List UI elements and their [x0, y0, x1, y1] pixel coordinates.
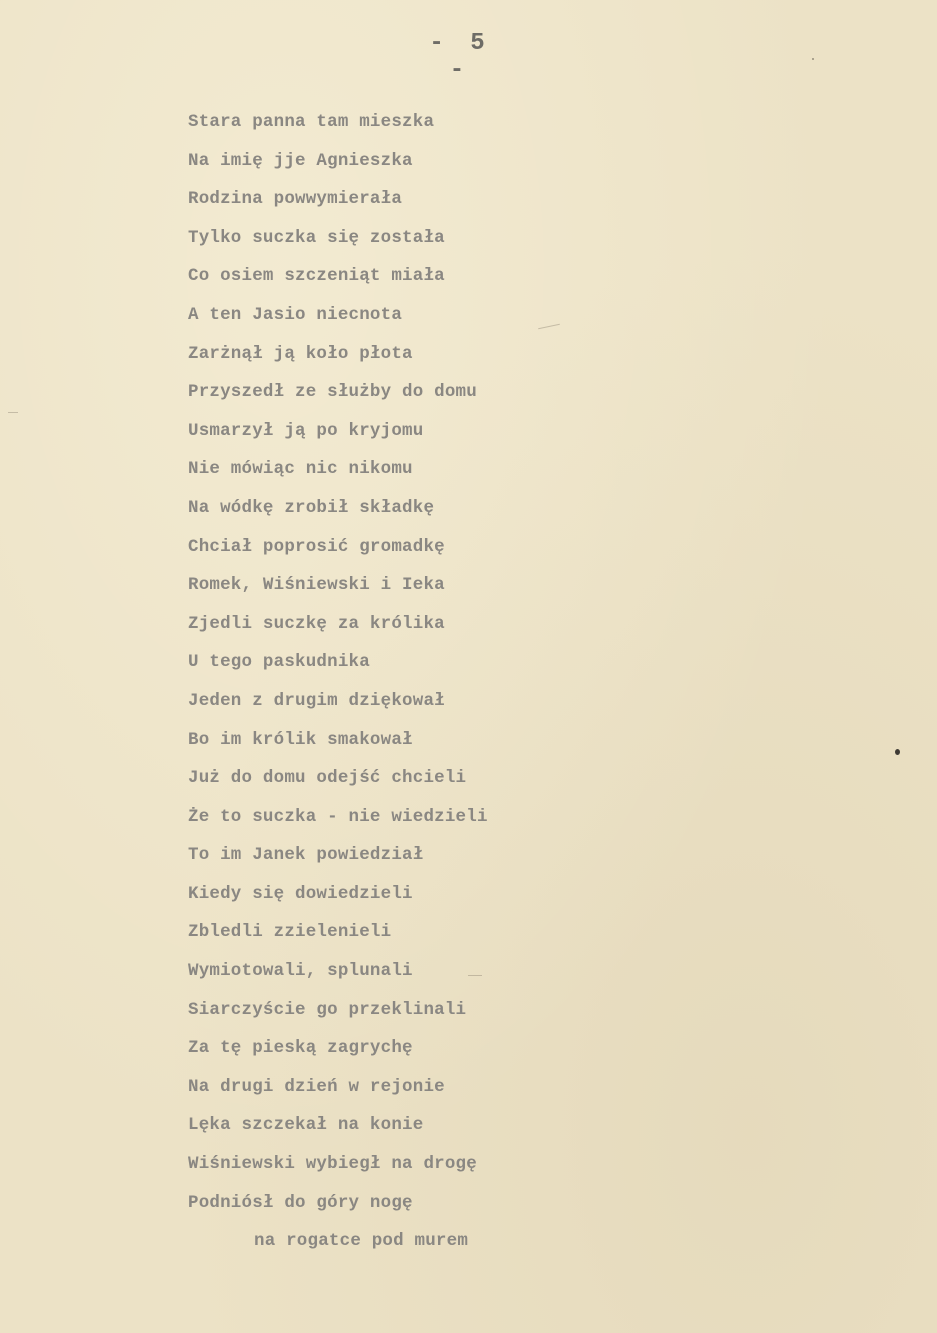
poem-line: Tylko suczka się została	[188, 227, 445, 248]
poem-line: Usmarzył ją po kryjomu	[188, 420, 424, 441]
poem-line: Bo im królik smakował	[188, 729, 413, 750]
poem-line: Zarżnął ją koło płota	[188, 343, 413, 364]
poem-line: Na drugi dzień w rejonie	[188, 1076, 445, 1097]
poem-line: Za tę pieską zagrychę	[188, 1038, 413, 1059]
poem-line: U tego paskudnika	[188, 652, 370, 673]
poem-line: Co osiem szczeniąt miała	[188, 266, 445, 287]
poem-line: Siarczyście go przeklinali	[188, 999, 467, 1020]
poem-line: Na imię jje Agnieszka	[188, 150, 413, 171]
paper-mark	[538, 324, 560, 330]
poem-line: Lęka szczekał na konie	[188, 1115, 424, 1136]
poem-text	[188, 108, 488, 1266]
poem-line: Chciał poprosić gromadkę	[188, 536, 445, 557]
poem-line: na rogatce pod murem	[254, 1231, 469, 1252]
page-number: - 5 -	[429, 30, 491, 84]
poem-line: Wymiotowali, splunali	[188, 961, 413, 982]
poem-line: Że to suczka - nie wiedzieli	[188, 806, 488, 827]
poem-line: Kiedy się dowiedzieli	[188, 883, 413, 904]
poem-line: Przyszedł ze służby do domu	[188, 382, 477, 403]
poem-line: Podniósł do góry nogę	[188, 1192, 413, 1213]
poem-line: Już do domu odejść chcieli	[188, 768, 467, 789]
paper-mark	[468, 975, 482, 976]
ink-speck	[812, 58, 814, 60]
paper-mark	[8, 412, 18, 413]
ink-speck	[895, 749, 900, 755]
poem-line: Romek, Wiśniewski i Ieka	[188, 575, 445, 596]
poem-line: Nie mówiąc nic nikomu	[188, 459, 413, 480]
poem-line: Jeden z drugim dziękował	[188, 690, 445, 711]
poem-line: Rodzina powwymierała	[188, 189, 403, 210]
poem-line: Zbledli zzielenieli	[188, 922, 392, 943]
poem-line: To im Janek powiedział	[188, 845, 424, 866]
poem-line: Na wódkę zrobił składkę	[188, 497, 435, 518]
poem-line: Zjedli suczkę za królika	[188, 613, 445, 634]
poem-line: Stara panna tam mieszka	[188, 112, 435, 132]
poem-line: Wiśniewski wybiegł na drogę	[188, 1154, 477, 1175]
poem-line: A ten Jasio niecnota	[188, 304, 403, 325]
